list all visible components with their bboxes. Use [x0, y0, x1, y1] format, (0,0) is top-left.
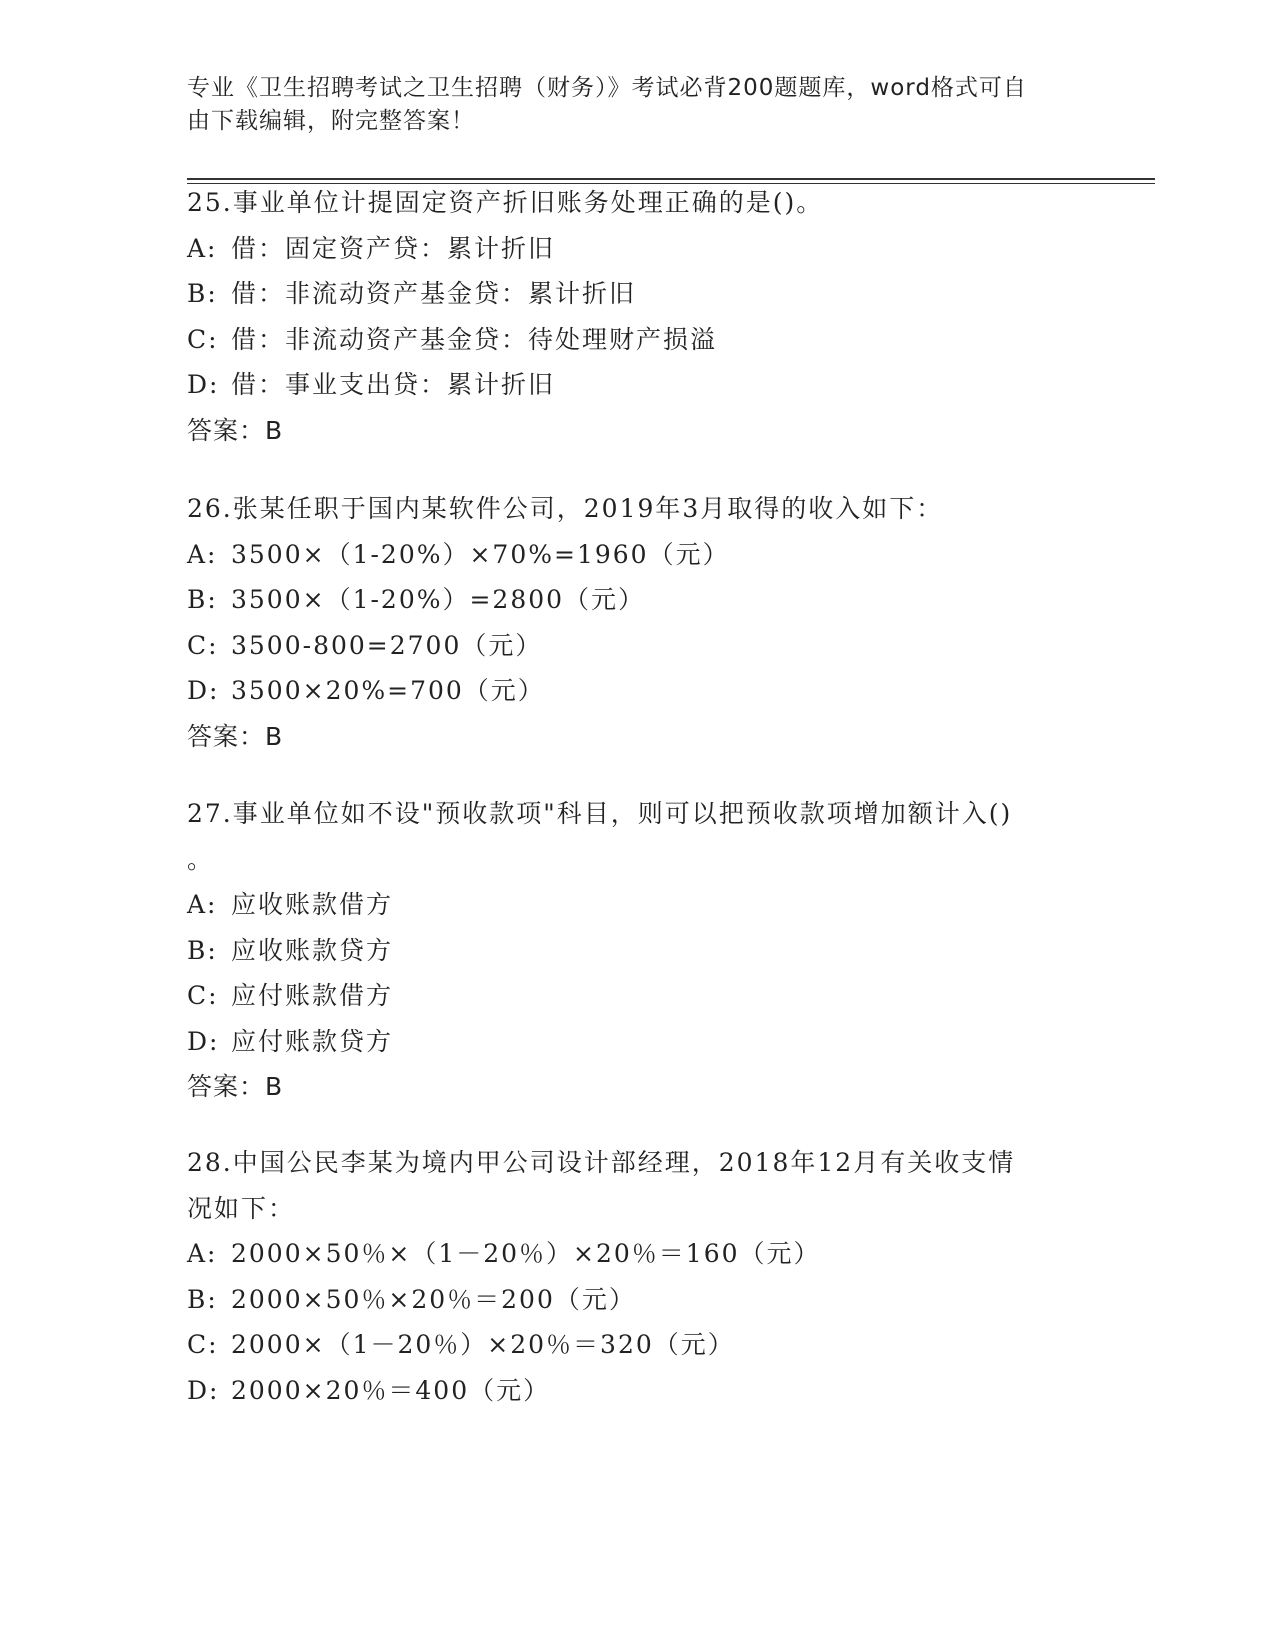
- option-text: 3500×20%=700（元）: [231, 676, 545, 705]
- option-a: [187, 882, 1087, 928]
- option-b: [187, 1277, 1087, 1323]
- option-label: C:: [187, 981, 219, 1010]
- option-a: [187, 1231, 1087, 1277]
- question-stem-continued: 况如下：: [187, 1193, 296, 1223]
- answer-text: 答案：B: [187, 721, 284, 751]
- option-b: [187, 577, 1087, 623]
- option-text: 借：固定资产贷：累计折旧: [231, 233, 556, 263]
- header-line-1: 专业《卫生招聘考试之卫生招聘（财务）》考试必背200题题库，word格式可自: [187, 75, 1027, 101]
- option-label: D:: [187, 1026, 220, 1056]
- option-text: 应收账款贷方: [231, 935, 394, 965]
- option-text: 2000×20％＝400（元）: [231, 1375, 551, 1405]
- question-stem: 26.张某任职于国内某软件公司，2019年3月取得的收入如下：: [187, 494, 944, 523]
- option-label: B:: [187, 1284, 218, 1314]
- option-text: 应收账款借方: [231, 890, 394, 919]
- option-text: 借：非流动资产基金贷：待处理财产损溢: [231, 324, 718, 354]
- option-b: [187, 928, 1087, 974]
- option-d: [187, 1019, 1087, 1065]
- question-stem: 25.事业单位计提固定资产折旧账务处理正确的是()。: [187, 188, 824, 217]
- document-header: [187, 72, 1067, 138]
- question-stem-continued: 。: [187, 844, 215, 874]
- option-a: [187, 532, 1087, 578]
- question-25: [187, 180, 1087, 453]
- option-text: 应付账款借方: [231, 981, 394, 1010]
- option-label: D:: [187, 370, 220, 399]
- option-label: B:: [187, 585, 218, 614]
- question-27: [187, 791, 1087, 1110]
- option-d: [187, 668, 1087, 714]
- question-26: [187, 486, 1087, 759]
- option-c: [187, 1322, 1087, 1368]
- question-stem: 28.中国公民李某为境内甲公司设计部经理，2018年12月有关收支情: [187, 1148, 1016, 1177]
- option-text: 借：非流动资产基金贷：累计折旧: [231, 279, 637, 308]
- option-d: [187, 362, 1087, 408]
- option-text: 2000×50％×20％＝200（元）: [231, 1284, 636, 1314]
- option-text: 2000×50％×（1－20％）×20％＝160（元）: [231, 1239, 821, 1268]
- option-c: [187, 973, 1087, 1019]
- question-28: [187, 1140, 1087, 1413]
- option-label: A:: [187, 890, 218, 919]
- option-c: [187, 317, 1087, 363]
- option-c: [187, 623, 1087, 669]
- option-a: [187, 226, 1087, 272]
- answer-text: 答案：B: [187, 415, 284, 445]
- option-label: C:: [187, 630, 219, 660]
- option-label: A:: [187, 1239, 218, 1268]
- option-label: B:: [187, 279, 218, 308]
- option-b: [187, 271, 1087, 317]
- option-label: A:: [187, 233, 218, 263]
- question-stem: 27.事业单位如不设"预收款项"科目，则可以把预收款项增加额计入(): [187, 799, 1013, 828]
- option-label: C:: [187, 324, 219, 354]
- option-text: 借：事业支出贷：累计折旧: [231, 370, 556, 399]
- option-text: 应付账款贷方: [231, 1026, 394, 1056]
- option-label: D:: [187, 676, 220, 705]
- option-text: 2000×（1－20％）×20％＝320（元）: [231, 1330, 735, 1359]
- option-text: 3500×（1-20%）=2800（元）: [231, 585, 646, 614]
- option-d: [187, 1368, 1087, 1414]
- option-label: D:: [187, 1375, 220, 1405]
- option-label: A:: [187, 539, 218, 569]
- option-label: B:: [187, 935, 218, 965]
- header-line-2: 由下载编辑，附完整答案！: [187, 108, 475, 134]
- option-text: 3500-800=2700（元）: [231, 630, 543, 660]
- answer-text: 答案：B: [187, 1072, 284, 1101]
- option-label: C:: [187, 1330, 219, 1359]
- option-text: 3500×（1-20%）×70%=1960（元）: [231, 539, 730, 569]
